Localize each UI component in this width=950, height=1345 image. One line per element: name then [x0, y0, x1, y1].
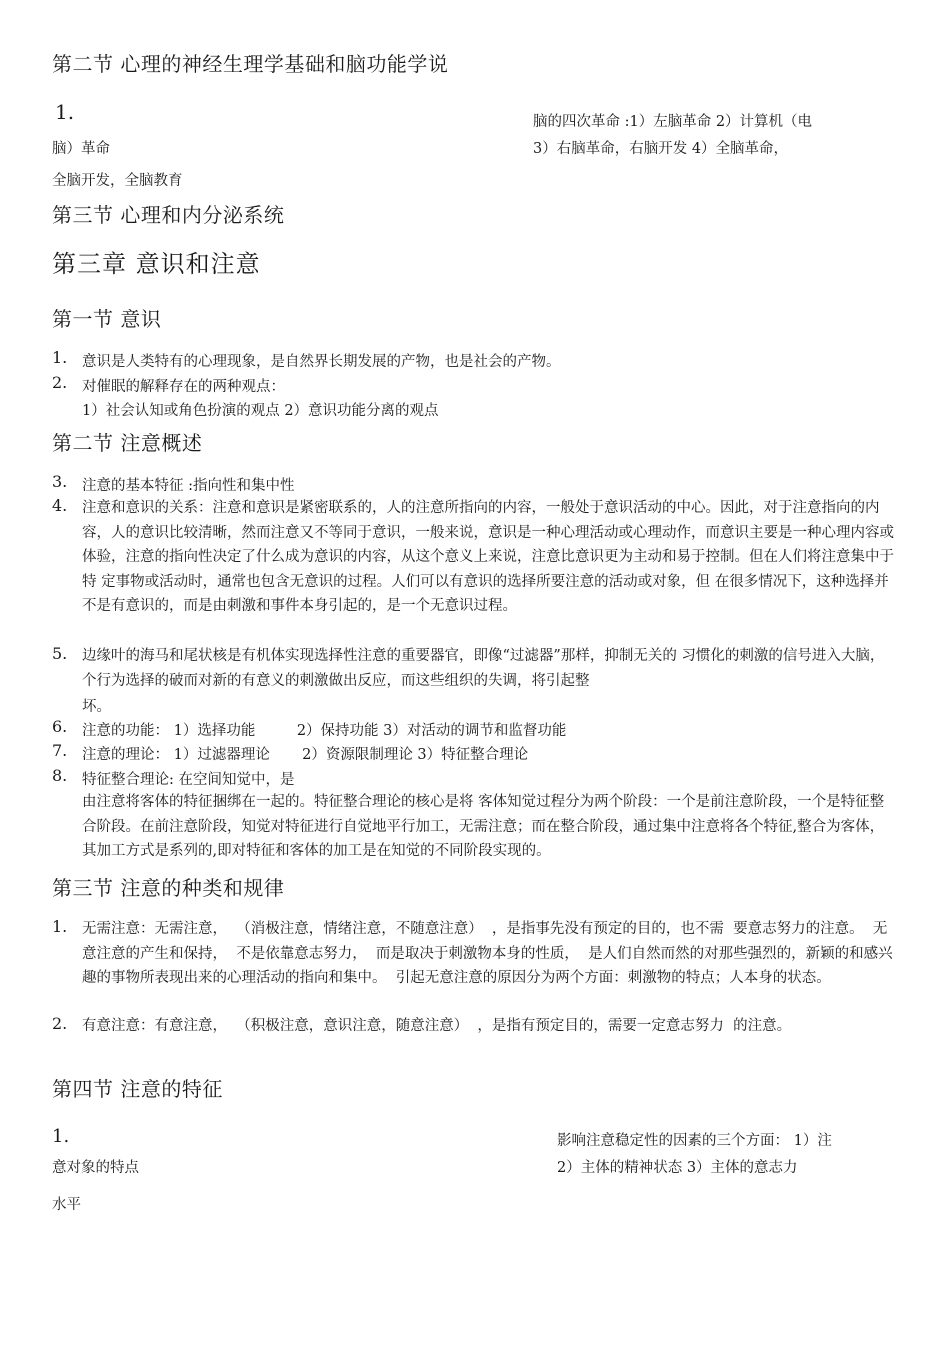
list-item-text: 注意的功能： 1）选择功能 2）保持功能 3）对活动的调节和监督功能 — [82, 723, 567, 739]
chapter-title: 第三章 意识和注意 — [52, 250, 261, 278]
list-item-subtext: 1）社会认知或角色扮演的观点 2）意识功能分离的观点 — [82, 403, 439, 419]
section-title: 第三节 注意的种类和规律 — [52, 876, 285, 900]
list-item-text: 对催眠的解释存在的两种观点： — [82, 379, 285, 395]
list-number: 2. — [52, 373, 68, 392]
list-number: 6. — [52, 717, 68, 736]
list-item-text: 全脑开发，全脑教育 — [52, 173, 183, 189]
section-title: 第一节 意识 — [52, 307, 162, 331]
list-item-paragraph: 注意和意识的关系：注意和意识是紧密联系的，人的注意所指向的内容，一般处于意识活动的中心。因此，对于注意指向的内容，人的意识比较清晰，然而注意又不等同于意识，一般来说，意识是一种心理活动或心理动作，而意识主要是一种心理内容或体验，注意的指向性决定了什么成为意识的内容，从这个意义上来说，注意比意识更为主动和易于控制。但在人们将注意集中于特 定事物或活动时，通常也包含无意识的过程。人们可以有意识的选择所要注意的活动或对象，但 在很多情况下，这种选择并不是有意识的，而是由刺激和事件本身引起的，是一个无意识过程。 — [82, 500, 894, 614]
list-number: 8. — [52, 766, 68, 785]
list-item-paragraph: 无需注意：无需注意， （消极注意，情绪注意，不随意注意） ，是指事先没有预定的目的，也不需 要意志努力的注意。 无意注意的产生和保持， 不是依靠意志努力， 而是取决于刺激物本身的性质， 是人们自然而然的对那些强烈的，新颖的和感兴趣的事物所表现出来的心理活动的指向和集中。 引起无意注意的原因分为两个方面：刺激物的特点；人本身的状态。 — [82, 921, 893, 986]
list-item-text: 脑）革命 — [52, 141, 110, 157]
section-title: 第二节 心理的神经生理学基础和脑功能学说 — [52, 52, 449, 76]
section-title: 第四节 注意的特征 — [52, 1077, 223, 1101]
list-number: 4. — [52, 496, 68, 515]
list-item-paragraph: 边缘叶的海马和尾状核是有机体实现选择性注意的重要器官，即像“过滤器”那样，抑制无关的 习惯化的刺激的信号进入大脑，个行为选择的破而对新的有意义的刺激做出反应，而这些组织的失调，将引起整 — [82, 648, 885, 689]
list-item-paragraph: 由注意将客体的特征捆绑在一起的。特征整合理论的核心是将 客体知觉过程分为两个阶段：一个是前注意阶段，一个是特征整合阶段。在前注意阶段，知觉对特征进行自觉地平行加工，无需注意；而在整合阶段，通过集中注意将各个特征,整合为客体，其加工方式是系列的,即对特征和客体的加工是在知觉的不同阶段实现的。 — [82, 794, 885, 859]
list-item-text: 3）右脑革命，右脑开发 4）全脑革命， — [533, 141, 789, 157]
list-item-text: 特征整合理论: 在空间知觉中，是 — [82, 772, 295, 788]
list-item-text: 注意的理论： 1）过滤器理论 2）资源限制理论 3）特征整合理论 — [82, 747, 529, 763]
list-number: 7. — [52, 741, 68, 760]
list-number: 1. — [52, 917, 68, 936]
list-number: 1. — [52, 348, 68, 367]
list-number: 5. — [52, 644, 68, 663]
list-number: 1. — [55, 100, 75, 124]
list-item-paragraph: 有意注意：有意注意， （积极注意，意识注意，随意注意） ，是指有预定目的，需要一定意志努力 的注意。 — [82, 1018, 792, 1034]
section-title: 第二节 注意概述 — [52, 431, 203, 455]
list-item-tail: 坏。 — [82, 699, 111, 715]
list-item-text: 意识是人类特有的心理现象，是自然界长期发展的产物，也是社会的产物。 — [82, 354, 561, 370]
list-number: 1. — [52, 1126, 70, 1147]
list-item-text: 注意的基本特征 :指向性和集中性 — [82, 478, 295, 494]
list-number: 2. — [52, 1014, 68, 1033]
list-item-text: 意对象的特点 — [52, 1160, 139, 1176]
list-item-text: 2）主体的精神状态 3）主体的意志力 — [557, 1160, 798, 1176]
list-item-text: 影响注意稳定性的因素的三个方面： 1）注 — [557, 1133, 832, 1149]
list-number: 3. — [52, 472, 68, 491]
section-title: 第三节 心理和内分泌系统 — [52, 203, 285, 227]
list-item-text: 脑的四次革命 :1）左脑革命 2）计算机（电 — [533, 114, 813, 130]
list-item-text: 水平 — [52, 1197, 81, 1213]
